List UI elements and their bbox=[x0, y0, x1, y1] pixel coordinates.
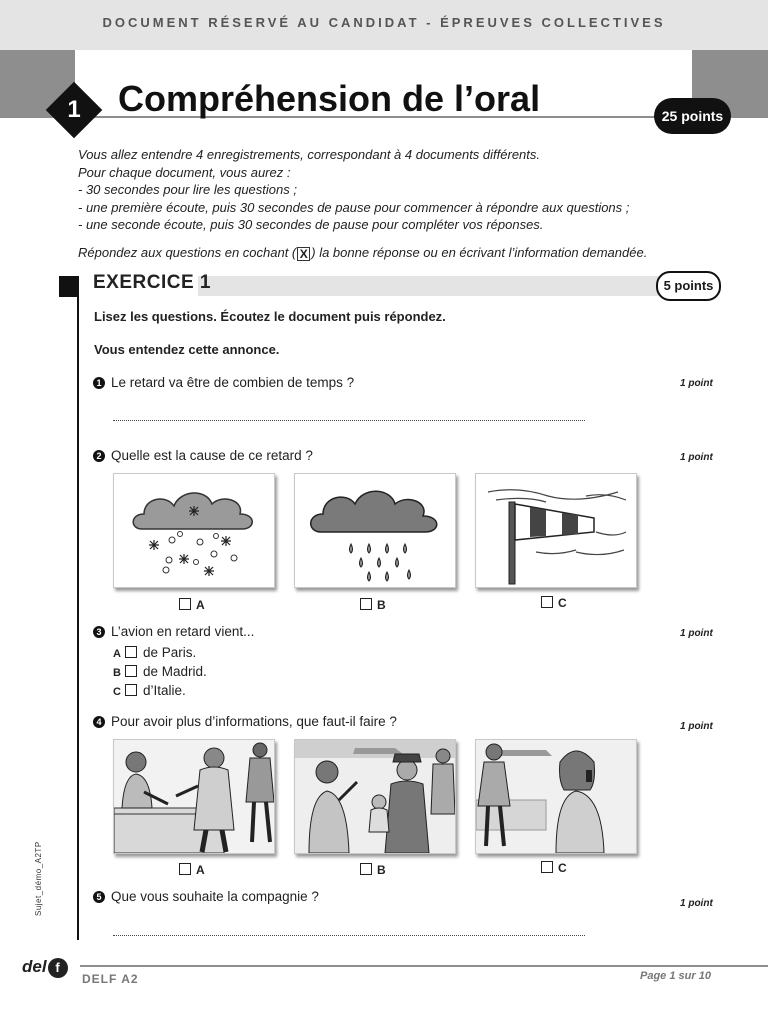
answer-instruction-text: Répondez aux questions en cochant ( bbox=[78, 245, 297, 260]
question-number: 1 bbox=[93, 377, 105, 389]
exercise-title: EXERCICE 1 bbox=[93, 272, 211, 293]
exercise-marker bbox=[59, 276, 78, 297]
globe-icon: f bbox=[48, 958, 68, 978]
question-text: Quelle est la cause de ce retard ? bbox=[111, 448, 313, 463]
checkbox[interactable] bbox=[360, 598, 372, 610]
choice-q3-c[interactable] bbox=[113, 683, 186, 698]
exercise-instruction: Lisez les questions. Écoutez le document puis répondez. bbox=[94, 309, 446, 324]
intro-line: - 30 secondes pour lire les questions ; bbox=[78, 182, 297, 197]
choice-letter: C bbox=[113, 686, 121, 698]
question-points: 1 point bbox=[680, 628, 713, 639]
rain-cloud-icon bbox=[294, 473, 456, 588]
option-label: B bbox=[377, 863, 386, 877]
question-number: 2 bbox=[93, 450, 105, 462]
question-number: 5 bbox=[93, 891, 105, 903]
page-number: Page 1 sur 10 bbox=[640, 970, 711, 982]
choice-text: de Paris. bbox=[143, 645, 197, 660]
checkbox[interactable] bbox=[179, 863, 191, 875]
option-label: C bbox=[558, 861, 567, 875]
question-text: Que vous souhaite la compagnie ? bbox=[111, 889, 319, 904]
question-number: 3 bbox=[93, 626, 105, 638]
question-1 bbox=[93, 375, 354, 390]
exercise-points-badge: 5 points bbox=[656, 271, 721, 301]
intro-line: - une première écoute, puis 30 secondes de pause pour commencer à répondre aux questions ; bbox=[78, 199, 630, 215]
total-points-badge: 25 points bbox=[654, 98, 731, 134]
checkbox[interactable] bbox=[541, 596, 553, 608]
snow-cloud-icon bbox=[113, 473, 275, 588]
option-q4-c[interactable] bbox=[541, 861, 567, 875]
checkbox[interactable] bbox=[125, 684, 137, 696]
answer-line-q1[interactable] bbox=[113, 420, 585, 421]
logo-text: del bbox=[22, 957, 47, 976]
choice-text: de Madrid. bbox=[143, 664, 207, 679]
choice-letter: A bbox=[113, 648, 121, 660]
check-mark-icon: X bbox=[297, 247, 310, 261]
phone-call-illustration bbox=[475, 739, 637, 854]
option-label: B bbox=[377, 598, 386, 612]
option-q4-a[interactable] bbox=[179, 863, 205, 877]
choice-text: d’Italie. bbox=[143, 683, 186, 698]
option-q2-c[interactable] bbox=[541, 596, 567, 610]
section-number: 1 bbox=[67, 96, 81, 123]
question-points: 1 point bbox=[680, 898, 713, 909]
answer-line-q5[interactable] bbox=[113, 935, 585, 936]
footer-divider bbox=[80, 965, 768, 967]
question-text: Pour avoir plus d’informations, que faut-il faire ? bbox=[111, 714, 397, 729]
question-number: 4 bbox=[93, 716, 105, 728]
choice-q3-a[interactable] bbox=[113, 645, 196, 660]
option-q2-a[interactable] bbox=[179, 598, 205, 612]
checkbox[interactable] bbox=[360, 863, 372, 875]
ask-staff-illustration bbox=[294, 739, 456, 854]
question-3 bbox=[93, 624, 254, 639]
exam-name: DELF A2 bbox=[82, 972, 139, 986]
exercise-side-rule bbox=[77, 276, 79, 940]
question-points: 1 point bbox=[680, 721, 713, 732]
question-points: 1 point bbox=[680, 378, 713, 389]
checkbox[interactable] bbox=[125, 646, 137, 658]
page-title: Compréhension de l’oral bbox=[118, 78, 541, 119]
option-q4-b[interactable] bbox=[360, 863, 386, 877]
question-text: L’avion en retard vient... bbox=[111, 624, 255, 639]
question-5 bbox=[93, 889, 319, 904]
document-code: Sujet_démo_A2TP bbox=[34, 841, 43, 916]
question-points: 1 point bbox=[680, 452, 713, 463]
option-label: A bbox=[196, 863, 205, 877]
option-label: C bbox=[558, 596, 567, 610]
choice-q3-b[interactable] bbox=[113, 664, 207, 679]
instructions bbox=[78, 146, 678, 234]
intro-line: Vous allez entendre 4 enregistrements, correspondant à 4 documents différents. bbox=[78, 147, 541, 162]
option-q2-b[interactable] bbox=[360, 598, 386, 612]
intro-line: - une seconde écoute, puis 30 secondes de pause pour compléter vos réponses. bbox=[78, 217, 544, 232]
exercise-context: Vous entendez cette annonce. bbox=[94, 342, 280, 357]
answer-instruction bbox=[78, 245, 647, 261]
checkbox[interactable] bbox=[179, 598, 191, 610]
checkbox[interactable] bbox=[541, 861, 553, 873]
banner-text: DOCUMENT RÉSERVÉ AU CANDIDAT - ÉPREUVES COLLECTIVES bbox=[102, 15, 666, 30]
exercise-title-band bbox=[198, 276, 698, 296]
option-label: A bbox=[196, 598, 205, 612]
windsock-icon bbox=[475, 473, 637, 588]
info-desk-illustration bbox=[113, 739, 275, 854]
question-4 bbox=[93, 714, 397, 729]
question-text: Le retard va être de combien de temps ? bbox=[111, 375, 355, 390]
choice-letter: B bbox=[113, 667, 121, 679]
delf-logo bbox=[22, 957, 68, 978]
question-2 bbox=[93, 448, 313, 463]
checkbox[interactable] bbox=[125, 665, 137, 677]
intro-line: Pour chaque document, vous aurez : bbox=[78, 164, 291, 180]
answer-instruction-text: ) la bonne réponse ou en écrivant l’information demandée. bbox=[311, 245, 648, 260]
